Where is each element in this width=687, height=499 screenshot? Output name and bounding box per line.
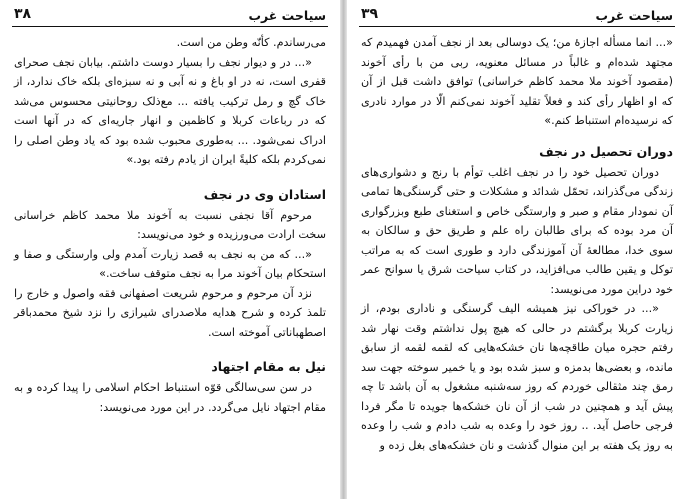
body-paragraph: مرحوم آقا نجفی نسبت به آخوند ملا محمد کاظم خراسانی سخت ارادت می‌ورزیده و خود می‌نویسد: — [14, 208, 326, 241]
section-heading: نیل به مقام اجتهاد — [211, 359, 326, 374]
spacer — [14, 342, 326, 356]
body-paragraph: «... در خوراکی نیز همیشه الیف گرسنگی و ناداری بودم، از زیارت کربلا برگشتم در حالی که هیچ پول نداشتم وقت نهار شد رفتم حجره میان طاقچه‌ها نان خشکه‌هایی که لقمه لقمه از سابق مانده، و بعضی‌ها بدمزه و سبز شده بود و یا خمیر سوخته جهت سد رمق چند مثقالی خوردم که روز سه‌شنبه مشغول به آن باشد تا چه پیش آید و همچنین در شب از آن نان خشکه‌ها جویده تا مگر فردا فرجی حاصل آید. .. روز خود را وعده به شب دادم و شب را وعده به روز یک هفته بر این منوال گذشت و نان خشکه‌های بغل زده و — [361, 302, 673, 452]
book-gutter — [340, 0, 347, 499]
body-paragraph: دوران تحصیل خود را در نجف اغلب توأم با رنج و دشواری‌های زندگی می‌گذراند، تحمّل شدائد و مشکلات و حتی گرسنگی‌ها تمامی آن نمودار مقام و صبر و وارستگی خاص و استغنای طبع وبزرگواری آن مرد بوده که برای طالبان راه علم و طریق حق و سالکان به سوی خدا، مطالعهٔ آن آموزندگی دارد و طوری است که به مراتب توکل و یقین طالب می‌افزاید، در کتاب سیاحت شرق یا سوانح عمر خود دراین مورد می‌نویسد: — [361, 165, 673, 296]
spacer — [14, 170, 326, 184]
page-body — [361, 33, 673, 455]
section-heading: دوران تحصیل در نجف — [539, 143, 673, 159]
body-paragraph: «... در و دیوار نجف را بسیار دوست داشتم. بیابان نجف صحرای قفری است، نه در او باغ و نه آبی و نه سبزه‌ای بلکه خاک ندارد، از خاک گچ و رمل ترکیب یافته ... مع‌ذلک روحانیتی محسوس می‌شد که در رباعات کربلا و کاظمین و انهار جاریه‌ای که در آنها است ادراک نمی‌شود. ... به‌طوری محبوب شده بود که یاد وطن اصلی را نمی‌کردم بلکه کلیةً ایران از یادم رفته بود.» — [14, 55, 326, 166]
section-heading: استادان وی در نجف — [203, 186, 326, 202]
body-paragraph: می‌رساندم. کأنّه وطن من است. — [176, 36, 326, 49]
header-rule — [12, 26, 328, 27]
page-number: ۳۸ — [14, 6, 32, 22]
left-page — [0, 0, 340, 499]
page-number: ۳۹ — [361, 6, 379, 22]
body-paragraph: «... انما مسأله اجازهٔ من؛ یک دوسالی بعد از نجف آمدن فهمیدم که مجتهد شده‌ام و غالباً در مسائل معنویه، ربی من با رأی آخوند (مقصود آخوند ملا محمد کاظم خراسانی) توافق داشت قبل از آن که او اظهار رأی کند و فعلاً تقلید آخوند نمی‌کنم الّا در موارد نادری که نرسیده‌ام استنباط کنم.» — [361, 36, 673, 127]
running-title: سیاحت غرب — [248, 8, 326, 23]
spacer — [361, 131, 673, 141]
page-header — [361, 6, 673, 26]
page-body — [14, 33, 326, 417]
page-header — [14, 6, 326, 26]
right-page — [347, 0, 687, 499]
body-paragraph: نزد آن مرحوم و مرحوم شریعت اصفهانی فقه واصول و خارج را تلمذ کرده و شرح هدایه ملاصدرای شیرازی را نزد شیخ محمدباقر اصطهباناتی آموخته است. — [14, 286, 326, 339]
body-paragraph: در سن سی‌سالگی قوّه استنباط احکام اسلامی را پیدا کرده و به مقام اجتهاد نایل می‌گردد. در این مورد می‌نویسد: — [14, 381, 326, 414]
header-rule — [359, 26, 675, 27]
running-title: سیاحت غرب — [595, 8, 673, 23]
body-paragraph: «... که من به نجف به قصد زیارت آمدم ولی وارستگی و صفا و استحکام بیان آخوند مرا به نجف متوقف ساخت.» — [14, 247, 326, 280]
